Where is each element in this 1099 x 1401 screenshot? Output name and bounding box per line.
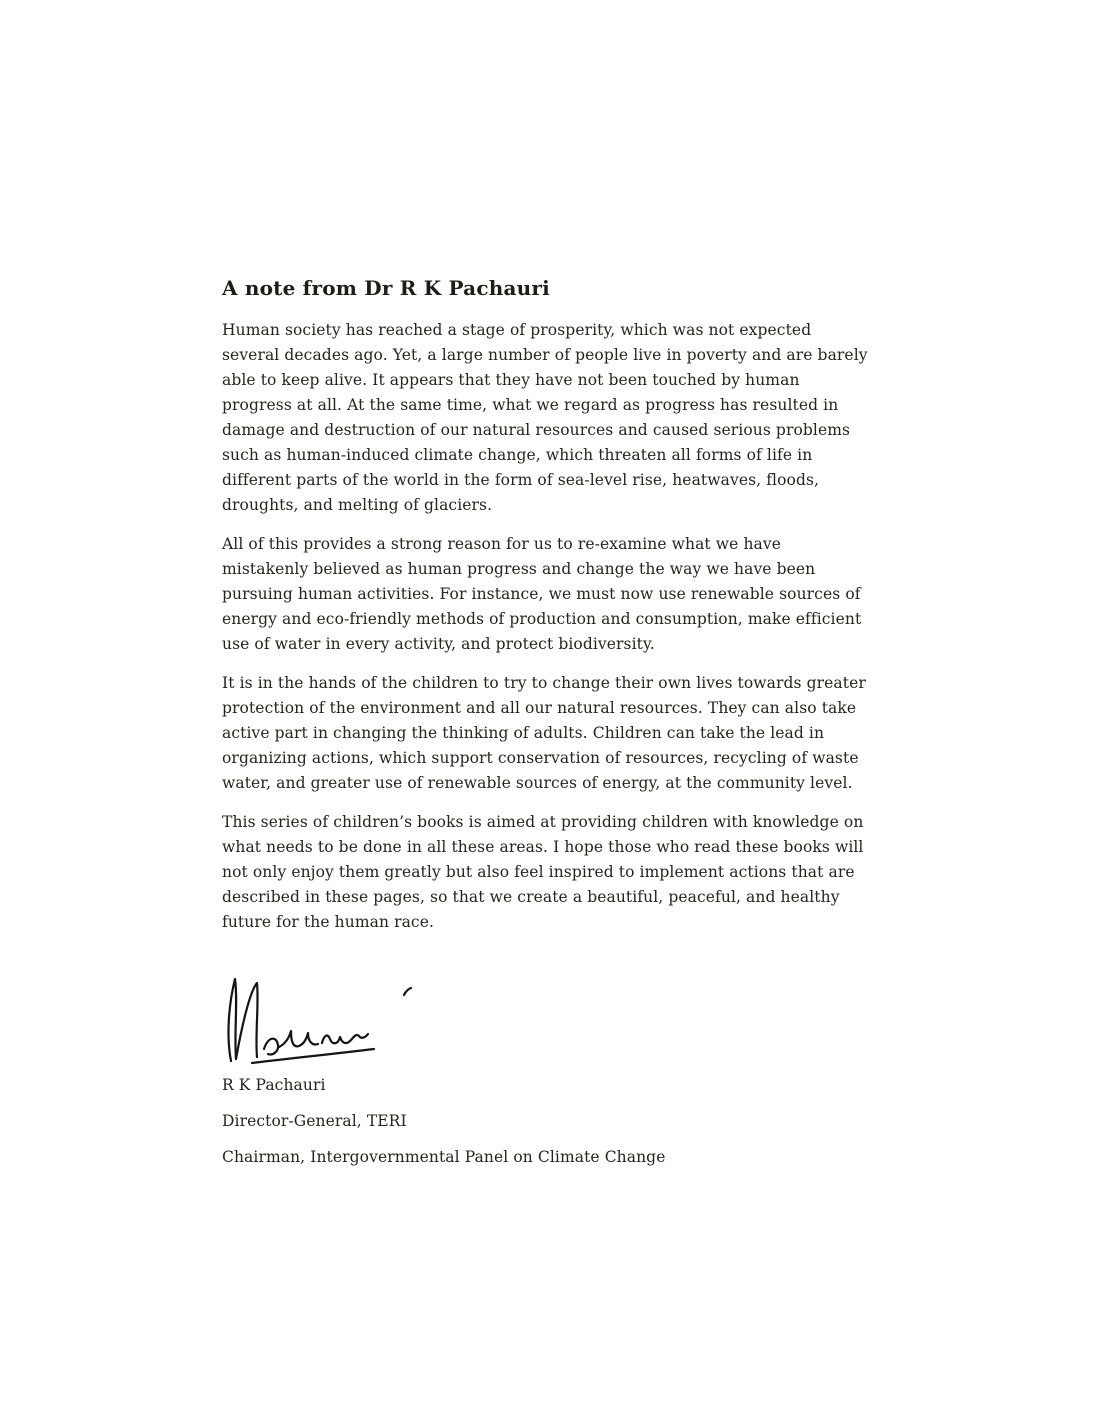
signatory-role-chairman: Chairman, Intergovernmental Panel on Climate Change bbox=[222, 1148, 666, 1166]
signatory-role-director-general: Director-General, TERI bbox=[222, 1112, 407, 1130]
paragraph-4: This series of children’s books is aimed at providing children with knowledge on what needs to be done in all these areas. I hope those who read these books will not only enjoy them greatly but also feel inspired to implement actions that are described in these pages, so that we create a beautiful, peaceful, and healthy future for the human race. bbox=[222, 813, 864, 931]
paragraph-3: It is in the hands of the children to try to change their own lives towards greater protection of the environment and all our natural resources. They can also take active part in changing the thinking of adults. Children can take the lead in organizing actions, which support conservation of resources, recycling of waste water, and greater use of renewable sources of energy, at the community level. bbox=[222, 674, 866, 792]
signatory-name: R K Pachauri bbox=[222, 1076, 326, 1094]
handwritten-signature-image bbox=[222, 973, 422, 1065]
signature-block bbox=[222, 973, 872, 1170]
page-title: A note from Dr R K Pachauri bbox=[222, 276, 550, 300]
paragraph-1: Human society has reached a stage of prosperity, which was not expected several decades ago. Yet, a large number of people live in poverty and are barely able to keep alive. It appears that they have not been touched by human progress at all. At the same time, what we regard as progress has resulted in damage and destruction of our natural resources and caused serious problems such as human-induced climate change, which threaten all forms of life in different parts of the world in the form of sea-level rise, heatwaves, floods, droughts, and melting of glaciers. bbox=[222, 321, 868, 514]
paragraph-2: All of this provides a strong reason for us to re-examine what we have mistakenly believed as human progress and change the way we have been pursuing human activities. For instance, we must now use renewable sources of energy and eco-friendly methods of production and consumption, make efficient use of water in every activity, and protect biodiversity. bbox=[222, 535, 862, 653]
note-content bbox=[222, 276, 872, 1181]
